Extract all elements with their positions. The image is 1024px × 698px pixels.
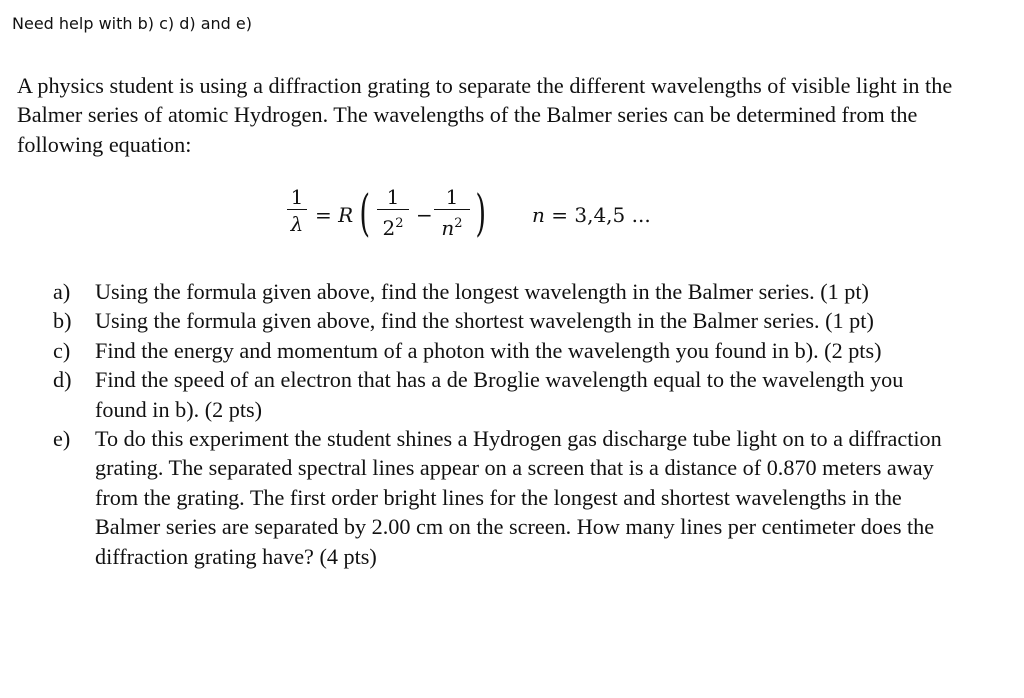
part-text: Find the speed of an electron that has a de Broglie wavelength equal to the wavelength you found in b). (2 pts): [95, 367, 904, 422]
first-fraction: [377, 186, 409, 239]
question-part-c: [53, 336, 953, 365]
part-text: Using the formula given above, find the shortest wavelength in the Balmer series. (1 pt): [95, 308, 874, 334]
first-den-exponent: 2: [395, 216, 404, 232]
minus-sign: −: [416, 203, 433, 227]
question-parts: [53, 277, 953, 571]
n-variable: n: [532, 203, 545, 227]
right-paren: ): [475, 184, 487, 242]
fraction-bar: [287, 209, 307, 210]
part-label: d): [53, 367, 72, 393]
part-label: b): [53, 308, 72, 334]
part-text: Find the energy and momentum of a photon with the wavelength you found in b). (2 pts): [95, 337, 882, 363]
fraction-bar: [434, 209, 470, 210]
first-numerator: 1: [386, 185, 400, 209]
fraction-bar: [377, 209, 409, 210]
part-label: a): [53, 279, 71, 304]
second-den-exponent: 2: [454, 216, 463, 232]
part-text: To do this experiment the student shines a Hydrogen gas discharge tube light on to a diffraction grating. The separated spectral lines appear on a screen that is a distance of 0.870 meters away from the grating. The first order bright lines for the longest and shortest wavelengths in the Balmer series are separated by 2.00 cm on the screen. How many lines per centimeter does the diffraction grating have? (4 pts): [95, 426, 942, 569]
lhs-denominator: λ: [290, 212, 304, 237]
n-values: = 3,4,5 ...: [544, 203, 651, 227]
question-part-b: [53, 306, 953, 335]
question-part-a: [53, 277, 953, 306]
second-fraction: [434, 186, 470, 239]
part-text: Using the formula given above, find the longest wavelength in the Balmer series. (1 pt): [95, 279, 869, 304]
equals-r: = R: [315, 203, 354, 227]
first-den-base: 2: [382, 216, 396, 241]
left-paren: (: [359, 184, 371, 242]
part-label: c): [53, 337, 71, 363]
problem-statement: [17, 71, 1007, 159]
balmer-equation: [287, 186, 707, 246]
n-condition: [532, 203, 651, 227]
question-part-e: [53, 424, 953, 571]
problem-intro: A physics student is using a diffraction grating to separate the different wavelengths of visible light in the Balmer series of atomic Hydrogen. The wavelengths of the Balmer series can be determined from the following equation:: [17, 73, 953, 157]
lhs-fraction: [287, 186, 307, 235]
second-denominator: [434, 213, 470, 239]
lhs-numerator: 1: [290, 185, 304, 209]
question-part-d: [53, 365, 953, 424]
second-den-base: n: [441, 216, 455, 241]
part-label: e): [53, 426, 71, 452]
help-request-note: Need help with b) c) d) and e): [12, 14, 252, 33]
first-denominator: [377, 213, 409, 239]
second-numerator: 1: [445, 185, 459, 209]
